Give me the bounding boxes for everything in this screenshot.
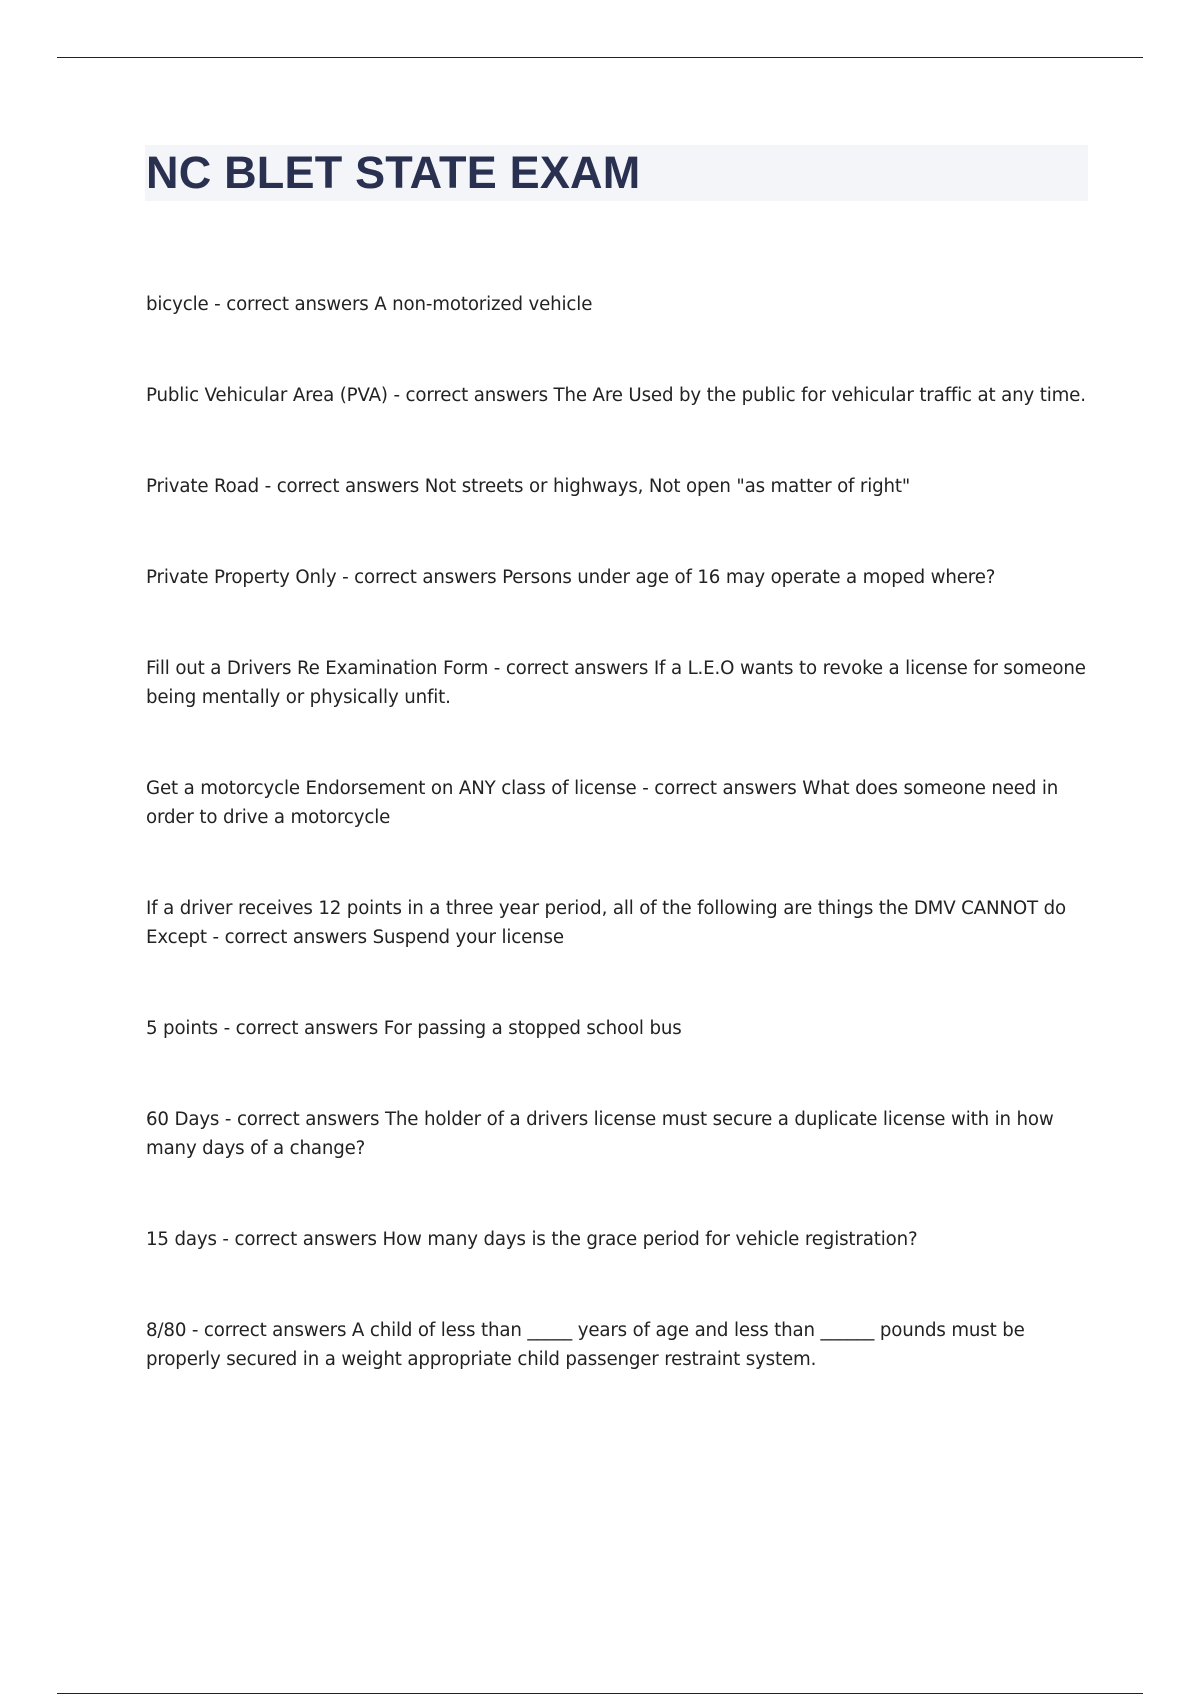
qa-item: Get a motorcycle Endorsement on ANY class of license - correct answers What does someone need in order to drive a motorcycle xyxy=(146,778,1059,828)
qa-item: Fill out a Drivers Re Examination Form - correct answers If a L.E.O wants to revoke a license for someone being mentally or physically unfit. xyxy=(146,658,1086,708)
header-rule xyxy=(57,57,1143,58)
qa-item: 15 days - correct answers How many days is the grace period for vehicle registration? xyxy=(146,1229,918,1250)
page-title: NC BLET STATE EXAM xyxy=(146,147,641,198)
qa-item: 60 Days - correct answers The holder of a drivers license must secure a duplicate license with in how many days of a change? xyxy=(146,1109,1054,1159)
footer-rule xyxy=(57,1693,1143,1694)
qa-item: 5 points - correct answers For passing a stopped school bus xyxy=(146,1018,682,1039)
qa-item: Private Road - correct answers Not streets or highways, Not open "as matter of right" xyxy=(146,476,911,497)
qa-item: bicycle - correct answers A non-motorized vehicle xyxy=(146,294,593,315)
qa-list xyxy=(146,290,1096,1436)
qa-item: Public Vehicular Area (PVA) - correct answers The Are Used by the public for vehicular traffic at any time. xyxy=(146,385,1086,406)
qa-item: Private Property Only - correct answers Persons under age of 16 may operate a moped where? xyxy=(146,567,996,588)
qa-item: 8/80 - correct answers A child of less than _____ years of age and less than ______ pounds must be properly secured in a weight appropriate child passenger restraint system. xyxy=(146,1320,1025,1370)
qa-item: If a driver receives 12 points in a three year period, all of the following are things the DMV CANNOT do Except - correct answers Suspend your license xyxy=(146,898,1067,948)
